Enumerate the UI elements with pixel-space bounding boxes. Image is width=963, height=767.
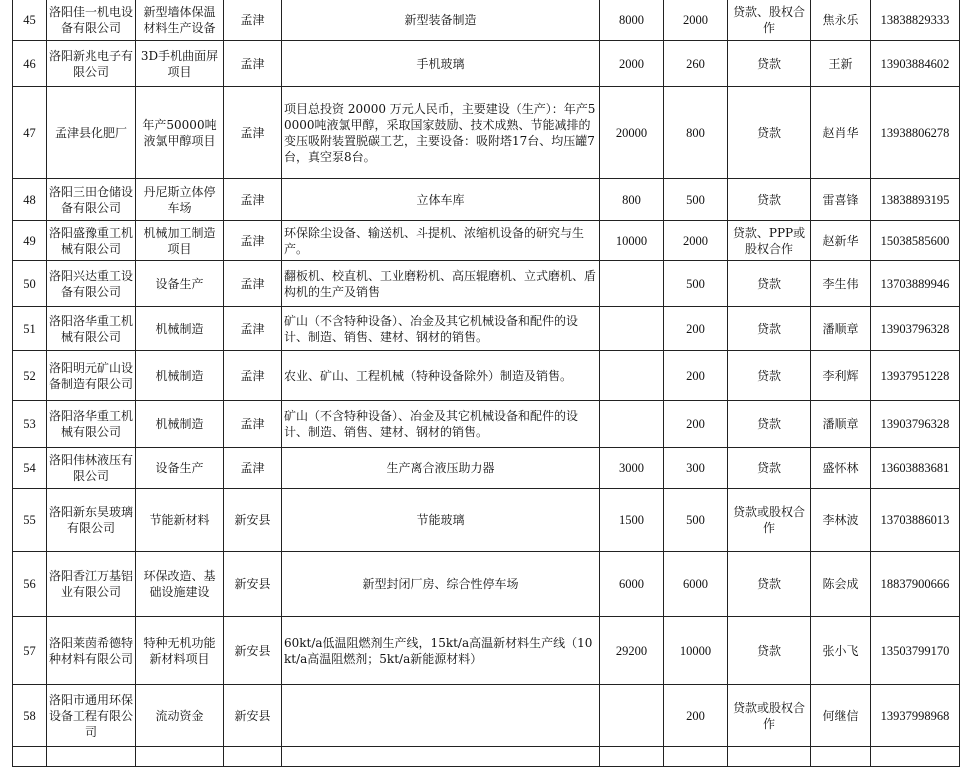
- project-content-cell: [282, 747, 600, 767]
- phone-cell: 13603883681: [871, 448, 960, 489]
- table-body: [13, 0, 960, 767]
- cooperation-method-cell: 贷款: [728, 41, 811, 87]
- contact-person-cell: 李生伟: [811, 261, 871, 307]
- project-name-cell: [136, 747, 224, 767]
- project-name-cell: 机械制造: [136, 351, 224, 401]
- project-content-cell: 60kt/a低温阻燃剂生产线，15kt/a高温新材料生产线（10kt/a高温阻燃剂；5kt/a新能源材料）: [282, 617, 600, 685]
- cooperation-method-cell: 贷款或股权合作: [728, 489, 811, 552]
- project-content-cell: 立体车库: [282, 179, 600, 221]
- phone-cell: 13838893195: [871, 179, 960, 221]
- contact-person-cell: 李林波: [811, 489, 871, 552]
- location-cell: 新安县: [224, 685, 282, 747]
- phone-cell: 13903796328: [871, 307, 960, 351]
- project-name-cell: 3D手机曲面屏项目: [136, 41, 224, 87]
- financing-amount-cell: 300: [664, 448, 728, 489]
- cooperation-method-cell: 贷款、股权合作: [728, 0, 811, 41]
- financing-amount-cell: 500: [664, 489, 728, 552]
- total-investment-cell: [600, 685, 664, 747]
- total-investment-cell: 20000: [600, 87, 664, 179]
- financing-amount-cell: [664, 747, 728, 767]
- contact-person-cell: 潘顺章: [811, 401, 871, 448]
- project-content-cell: 农业、矿山、工程机械（特种设备除外）制造及销售。: [282, 351, 600, 401]
- contact-person-cell: 赵新华: [811, 221, 871, 261]
- table-row: [13, 261, 960, 307]
- location-cell: 孟津: [224, 448, 282, 489]
- financing-amount-cell: 2000: [664, 221, 728, 261]
- total-investment-cell: [600, 307, 664, 351]
- table-row: [13, 307, 960, 351]
- total-investment-cell: 3000: [600, 448, 664, 489]
- contact-person-cell: 雷喜锋: [811, 179, 871, 221]
- row-number-cell: [13, 747, 47, 767]
- total-investment-cell: [600, 747, 664, 767]
- total-investment-cell: 1500: [600, 489, 664, 552]
- contact-person-cell: 盛怀林: [811, 448, 871, 489]
- location-cell: 孟津: [224, 221, 282, 261]
- cooperation-method-cell: 贷款: [728, 307, 811, 351]
- company-cell: 洛阳洛华重工机械有限公司: [47, 401, 136, 448]
- project-content-cell: 新型封闭厂房、综合性停车场: [282, 552, 600, 617]
- total-investment-cell: 2000: [600, 41, 664, 87]
- company-cell: 洛阳佳一机电设备有限公司: [47, 0, 136, 41]
- financing-amount-cell: 200: [664, 351, 728, 401]
- project-name-cell: 设备生产: [136, 261, 224, 307]
- table-row: [13, 221, 960, 261]
- company-cell: 洛阳香江万基铝业有限公司: [47, 552, 136, 617]
- location-cell: 孟津: [224, 41, 282, 87]
- phone-cell: [871, 747, 960, 767]
- table-row: [13, 617, 960, 685]
- cooperation-method-cell: [728, 747, 811, 767]
- project-name-cell: 流动资金: [136, 685, 224, 747]
- phone-cell: 13503799170: [871, 617, 960, 685]
- phone-cell: 13703886013: [871, 489, 960, 552]
- cooperation-method-cell: 贷款: [728, 617, 811, 685]
- contact-person-cell: 何继信: [811, 685, 871, 747]
- row-number-cell: 46: [13, 41, 47, 87]
- contact-person-cell: 赵肖华: [811, 87, 871, 179]
- company-cell: [47, 747, 136, 767]
- phone-cell: 13938806278: [871, 87, 960, 179]
- table-row: [13, 685, 960, 747]
- contact-person-cell: 李利辉: [811, 351, 871, 401]
- contact-person-cell: 张小飞: [811, 617, 871, 685]
- location-cell: 新安县: [224, 617, 282, 685]
- location-cell: 新安县: [224, 552, 282, 617]
- contact-person-cell: 陈会成: [811, 552, 871, 617]
- phone-cell: 18837900666: [871, 552, 960, 617]
- table-row: [13, 87, 960, 179]
- total-investment-cell: [600, 401, 664, 448]
- location-cell: [224, 747, 282, 767]
- total-investment-cell: [600, 351, 664, 401]
- cooperation-method-cell: 贷款或股权合作: [728, 685, 811, 747]
- total-investment-cell: 8000: [600, 0, 664, 41]
- row-number-cell: 53: [13, 401, 47, 448]
- financing-amount-cell: 800: [664, 87, 728, 179]
- financing-amount-cell: 200: [664, 685, 728, 747]
- financing-amount-cell: 200: [664, 307, 728, 351]
- phone-cell: 15038585600: [871, 221, 960, 261]
- project-name-cell: 新型墙体保温材料生产设备: [136, 0, 224, 41]
- project-name-cell: 设备生产: [136, 448, 224, 489]
- total-investment-cell: 6000: [600, 552, 664, 617]
- contact-person-cell: 潘顺章: [811, 307, 871, 351]
- table-row: [13, 401, 960, 448]
- row-number-cell: 54: [13, 448, 47, 489]
- project-name-cell: 机械制造: [136, 307, 224, 351]
- company-cell: 孟津县化肥厂: [47, 87, 136, 179]
- company-cell: 洛阳新东昊玻璃有限公司: [47, 489, 136, 552]
- contact-person-cell: [811, 747, 871, 767]
- cooperation-method-cell: 贷款: [728, 448, 811, 489]
- row-number-cell: 56: [13, 552, 47, 617]
- table-row: [13, 179, 960, 221]
- project-content-cell: 矿山（不含特种设备）、冶金及其它机械设备和配件的设计、制造、销售、建材、钢材的销售。: [282, 307, 600, 351]
- phone-cell: 13937951228: [871, 351, 960, 401]
- cooperation-method-cell: 贷款: [728, 179, 811, 221]
- row-number-cell: 50: [13, 261, 47, 307]
- project-content-cell: 手机玻璃: [282, 41, 600, 87]
- financing-amount-cell: 200: [664, 401, 728, 448]
- company-cell: 洛阳莱茵希德特种材料有限公司: [47, 617, 136, 685]
- company-cell: 洛阳市通用环保设备工程有限公司: [47, 685, 136, 747]
- company-cell: 洛阳三田仓储设备有限公司: [47, 179, 136, 221]
- row-number-cell: 49: [13, 221, 47, 261]
- project-content-cell: [282, 685, 600, 747]
- project-name-cell: 特种无机功能新材料项目: [136, 617, 224, 685]
- phone-cell: 13838829333: [871, 0, 960, 41]
- table-row: [13, 747, 960, 767]
- location-cell: 新安县: [224, 489, 282, 552]
- table-row: [13, 41, 960, 87]
- phone-cell: 13903796328: [871, 401, 960, 448]
- cooperation-method-cell: 贷款: [728, 351, 811, 401]
- location-cell: 孟津: [224, 307, 282, 351]
- project-name-cell: 丹尼斯立体停车场: [136, 179, 224, 221]
- company-cell: 洛阳伟林液压有限公司: [47, 448, 136, 489]
- project-content-cell: 节能玻璃: [282, 489, 600, 552]
- row-number-cell: 58: [13, 685, 47, 747]
- phone-cell: 13903884602: [871, 41, 960, 87]
- row-number-cell: 51: [13, 307, 47, 351]
- project-content-cell: 新型装备制造: [282, 0, 600, 41]
- row-number-cell: 52: [13, 351, 47, 401]
- phone-cell: 13937998968: [871, 685, 960, 747]
- financing-amount-cell: 500: [664, 261, 728, 307]
- project-content-cell: 项目总投资 20000 万元人民币，主要建设（生产）：年产50000吨液氯甲醇，采取国家鼓励、技术成熟、节能减排的变压吸附装置脱碳工艺，主要设备：吸附塔17台、均压罐7台，真空泵8台。: [282, 87, 600, 179]
- company-cell: 洛阳新兆电子有限公司: [47, 41, 136, 87]
- table-row: [13, 351, 960, 401]
- investment-projects-table: [12, 0, 960, 767]
- project-content-cell: 翻板机、校直机、工业磨粉机、高压辊磨机、立式磨机、盾构机的生产及销售: [282, 261, 600, 307]
- company-cell: 洛阳兴达重工设备有限公司: [47, 261, 136, 307]
- table-row: [13, 448, 960, 489]
- project-content-cell: 环保除尘设备、输送机、斗提机、浓缩机设备的研究与生产。: [282, 221, 600, 261]
- row-number-cell: 45: [13, 0, 47, 41]
- total-investment-cell: [600, 261, 664, 307]
- total-investment-cell: 800: [600, 179, 664, 221]
- row-number-cell: 55: [13, 489, 47, 552]
- cooperation-method-cell: 贷款、PPP或股权合作: [728, 221, 811, 261]
- financing-amount-cell: 6000: [664, 552, 728, 617]
- location-cell: 孟津: [224, 401, 282, 448]
- table-row: [13, 552, 960, 617]
- row-number-cell: 57: [13, 617, 47, 685]
- project-name-cell: 年产50000吨液氯甲醇项目: [136, 87, 224, 179]
- location-cell: 孟津: [224, 261, 282, 307]
- cooperation-method-cell: 贷款: [728, 261, 811, 307]
- location-cell: 孟津: [224, 351, 282, 401]
- company-cell: 洛阳盛豫重工机械有限公司: [47, 221, 136, 261]
- phone-cell: 13703889946: [871, 261, 960, 307]
- row-number-cell: 47: [13, 87, 47, 179]
- cooperation-method-cell: 贷款: [728, 401, 811, 448]
- project-content-cell: 生产离合液压助力器: [282, 448, 600, 489]
- financing-amount-cell: 10000: [664, 617, 728, 685]
- project-name-cell: 节能新材料: [136, 489, 224, 552]
- table-row: [13, 489, 960, 552]
- financing-amount-cell: 260: [664, 41, 728, 87]
- financing-amount-cell: 500: [664, 179, 728, 221]
- cooperation-method-cell: 贷款: [728, 87, 811, 179]
- location-cell: 孟津: [224, 0, 282, 41]
- contact-person-cell: 王新: [811, 41, 871, 87]
- location-cell: 孟津: [224, 179, 282, 221]
- project-name-cell: 机械制造: [136, 401, 224, 448]
- cooperation-method-cell: 贷款: [728, 552, 811, 617]
- company-cell: 洛阳明元矿山设备制造有限公司: [47, 351, 136, 401]
- contact-person-cell: 焦永乐: [811, 0, 871, 41]
- row-number-cell: 48: [13, 179, 47, 221]
- location-cell: 孟津: [224, 87, 282, 179]
- total-investment-cell: 10000: [600, 221, 664, 261]
- table-row: [13, 0, 960, 41]
- project-content-cell: 矿山（不含特种设备）、冶金及其它机械设备和配件的设计、制造、销售、建材、钢材的销售。: [282, 401, 600, 448]
- company-cell: 洛阳洛华重工机械有限公司: [47, 307, 136, 351]
- project-name-cell: 环保改造、基础设施建设: [136, 552, 224, 617]
- project-name-cell: 机械加工制造项目: [136, 221, 224, 261]
- financing-amount-cell: 2000: [664, 0, 728, 41]
- total-investment-cell: 29200: [600, 617, 664, 685]
